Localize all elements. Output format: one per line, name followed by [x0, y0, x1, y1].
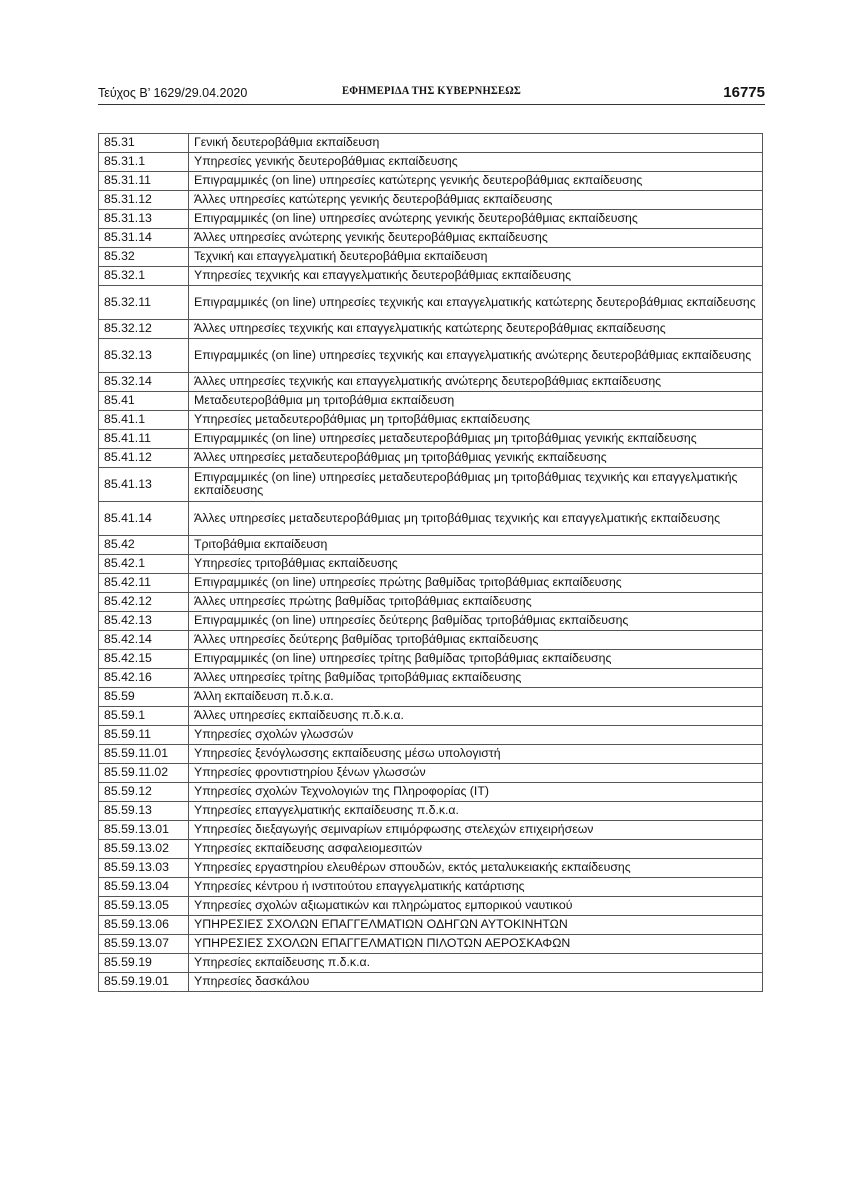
table-row	[99, 267, 763, 286]
description-cell: Επιγραμμικές (on line) υπηρεσίες μεταδευτεροβάθμιας μη τριτοβάθμιας γενικής εκπαίδευσης	[189, 430, 763, 449]
table-row	[99, 840, 763, 859]
code-cell: 85.41.1	[99, 411, 189, 430]
code-cell: 85.59.19	[99, 954, 189, 973]
code-cell: 85.31.13	[99, 210, 189, 229]
description-cell: Άλλες υπηρεσίες ανώτερης γενικής δευτεροβάθμιας εκπαίδευσης	[189, 229, 763, 248]
gazette-title: ΕΦΗΜΕΡΙΔΑ ΤΗΣ ΚΥΒΕΡΝΗΣΕΩΣ	[342, 85, 521, 97]
code-cell: 85.32.12	[99, 320, 189, 339]
table-row	[99, 502, 763, 536]
table-row	[99, 745, 763, 764]
table-row	[99, 916, 763, 935]
table-row	[99, 764, 763, 783]
activity-codes-table	[98, 133, 763, 992]
code-cell: 85.59.13	[99, 802, 189, 821]
description-cell: Επιγραμμικές (on line) υπηρεσίες δεύτερης βαθμίδας τριτοβάθμιας εκπαίδευσης	[189, 612, 763, 631]
description-cell: Υπηρεσίες ξενόγλωσσης εκπαίδευσης μέσω υπολογιστή	[189, 745, 763, 764]
description-cell: Επιγραμμικές (on line) υπηρεσίες τρίτης βαθμίδας τριτοβάθμιας εκπαίδευσης	[189, 650, 763, 669]
code-cell: 85.31.1	[99, 153, 189, 172]
description-cell: Άλλες υπηρεσίες κατώτερης γενικής δευτεροβάθμιας εκπαίδευσης	[189, 191, 763, 210]
table-row	[99, 593, 763, 612]
table-row	[99, 650, 763, 669]
table-row	[99, 430, 763, 449]
code-cell: 85.41.13	[99, 468, 189, 502]
description-cell: ΥΠΗΡΕΣΙΕΣ ΣΧΟΛΩΝ ΕΠΑΓΓΕΛΜΑΤΙΩΝ ΟΔΗΓΩΝ ΑΥΤΟΚΙΝΗΤΩΝ	[189, 916, 763, 935]
code-cell: 85.59.13.03	[99, 859, 189, 878]
code-cell: 85.59.13.04	[99, 878, 189, 897]
table-row	[99, 449, 763, 468]
table-row	[99, 878, 763, 897]
code-cell: 85.42.12	[99, 593, 189, 612]
code-cell: 85.59.13.01	[99, 821, 189, 840]
code-cell: 85.32.1	[99, 267, 189, 286]
code-cell: 85.41	[99, 392, 189, 411]
table-row	[99, 669, 763, 688]
description-cell: Υπηρεσίες σχολών γλωσσών	[189, 726, 763, 745]
table-row	[99, 392, 763, 411]
table-row	[99, 897, 763, 916]
description-cell: Άλλες υπηρεσίες τεχνικής και επαγγελματικής ανώτερης δευτεροβάθμιας εκπαίδευσης	[189, 373, 763, 392]
code-cell: 85.59.13.06	[99, 916, 189, 935]
code-cell: 85.31.11	[99, 172, 189, 191]
table-row	[99, 411, 763, 430]
description-cell: Τριτοβάθμια εκπαίδευση	[189, 536, 763, 555]
description-cell: Υπηρεσίες φροντιστηρίου ξένων γλωσσών	[189, 764, 763, 783]
table-row	[99, 468, 763, 502]
code-cell: 85.59.12	[99, 783, 189, 802]
description-cell: Άλλες υπηρεσίες πρώτης βαθμίδας τριτοβάθμιας εκπαίδευσης	[189, 593, 763, 612]
description-cell: Υπηρεσίες εργαστηρίου ελευθέρων σπουδών, εκτός μεταλυκειακής εκπαίδευσης	[189, 859, 763, 878]
description-cell: Επιγραμμικές (on line) υπηρεσίες κατώτερης γενικής δευτεροβάθμιας εκπαίδευσης	[189, 172, 763, 191]
description-cell: Άλλες υπηρεσίες μεταδευτεροβάθμιας μη τριτοβάθμιας τεχνικής και επαγγελματικής εκπαίδευσης	[189, 502, 763, 536]
description-cell: Άλλες υπηρεσίες τεχνικής και επαγγελματικής κατώτερης δευτεροβάθμιας εκπαίδευσης	[189, 320, 763, 339]
description-cell: Υπηρεσίες διεξαγωγής σεμιναρίων επιμόρφωσης στελεχών επιχειρήσεων	[189, 821, 763, 840]
description-cell: Υπηρεσίες τριτοβάθμιας εκπαίδευσης	[189, 555, 763, 574]
page-number: 16775	[723, 84, 765, 101]
description-cell: Υπηρεσίες επαγγελματικής εκπαίδευσης π.δ.κ.α.	[189, 802, 763, 821]
description-cell: ΥΠΗΡΕΣΙΕΣ ΣΧΟΛΩΝ ΕΠΑΓΓΕΛΜΑΤΙΩΝ ΠΙΛΟΤΩΝ ΑΕΡΟΣΚΑΦΩΝ	[189, 935, 763, 954]
code-cell: 85.32.14	[99, 373, 189, 392]
code-cell: 85.42.11	[99, 574, 189, 593]
table-row	[99, 954, 763, 973]
table-row	[99, 935, 763, 954]
description-cell: Υπηρεσίες σχολών αξιωματικών και πληρώματος εμπορικού ναυτικού	[189, 897, 763, 916]
code-cell: 85.42.1	[99, 555, 189, 574]
description-cell: Υπηρεσίες εκπαίδευσης π.δ.κ.α.	[189, 954, 763, 973]
table-row	[99, 536, 763, 555]
table-row	[99, 859, 763, 878]
table-row	[99, 574, 763, 593]
code-cell: 85.42.15	[99, 650, 189, 669]
table-row	[99, 373, 763, 392]
code-cell: 85.42.13	[99, 612, 189, 631]
code-cell: 85.59	[99, 688, 189, 707]
code-cell: 85.42.16	[99, 669, 189, 688]
description-cell: Άλλες υπηρεσίες δεύτερης βαθμίδας τριτοβάθμιας εκπαίδευσης	[189, 631, 763, 650]
table-row	[99, 248, 763, 267]
table-row	[99, 286, 763, 320]
table-row	[99, 134, 763, 153]
issue-reference: Τεύχος Β’ 1629/29.04.2020	[98, 86, 248, 100]
description-cell: Υπηρεσίες σχολών Τεχνολογιών της Πληροφορίας (IT)	[189, 783, 763, 802]
table-row	[99, 688, 763, 707]
description-cell: Άλλες υπηρεσίες εκπαίδευσης π.δ.κ.α.	[189, 707, 763, 726]
code-cell: 85.59.11	[99, 726, 189, 745]
table-body	[99, 134, 763, 992]
code-cell: 85.31.12	[99, 191, 189, 210]
code-cell: 85.41.11	[99, 430, 189, 449]
description-cell: Γενική δευτεροβάθμια εκπαίδευση	[189, 134, 763, 153]
table-row	[99, 191, 763, 210]
table-row	[99, 973, 763, 992]
code-cell: 85.31.14	[99, 229, 189, 248]
table-row	[99, 707, 763, 726]
table-row	[99, 229, 763, 248]
description-cell: Επιγραμμικές (on line) υπηρεσίες πρώτης βαθμίδας τριτοβάθμιας εκπαίδευσης	[189, 574, 763, 593]
table-row	[99, 821, 763, 840]
code-cell: 85.32	[99, 248, 189, 267]
description-cell: Τεχνική και επαγγελματική δευτεροβάθμια εκπαίδευση	[189, 248, 763, 267]
description-cell: Επιγραμμικές (on line) υπηρεσίες τεχνικής και επαγγελματικής κατώτερης δευτεροβάθμιας εκπαίδευσης	[189, 286, 763, 320]
code-cell: 85.32.11	[99, 286, 189, 320]
description-cell: Υπηρεσίες τεχνικής και επαγγελματικής δευτεροβάθμιας εκπαίδευσης	[189, 267, 763, 286]
table-row	[99, 783, 763, 802]
description-cell: Υπηρεσίες μεταδευτεροβάθμιας μη τριτοβάθμιας εκπαίδευσης	[189, 411, 763, 430]
page-header	[98, 84, 765, 104]
code-cell: 85.42	[99, 536, 189, 555]
header-rule	[98, 104, 765, 105]
table-row	[99, 172, 763, 191]
table-row	[99, 726, 763, 745]
description-cell: Υπηρεσίες εκπαίδευσης ασφαλειομεσιτών	[189, 840, 763, 859]
table-row	[99, 631, 763, 650]
code-cell: 85.59.11.02	[99, 764, 189, 783]
code-cell: 85.59.13.05	[99, 897, 189, 916]
table-row	[99, 320, 763, 339]
code-cell: 85.59.11.01	[99, 745, 189, 764]
description-cell: Μεταδευτεροβάθμια μη τριτοβάθμια εκπαίδευση	[189, 392, 763, 411]
description-cell: Υπηρεσίες κέντρου ή ινστιτούτου επαγγελματικής κατάρτισης	[189, 878, 763, 897]
table-row	[99, 555, 763, 574]
description-cell: Άλλες υπηρεσίες τρίτης βαθμίδας τριτοβάθμιας εκπαίδευσης	[189, 669, 763, 688]
code-cell: 85.32.13	[99, 339, 189, 373]
description-cell: Άλλες υπηρεσίες μεταδευτεροβάθμιας μη τριτοβάθμιας γενικής εκπαίδευσης	[189, 449, 763, 468]
code-cell: 85.59.13.02	[99, 840, 189, 859]
description-cell: Άλλη εκπαίδευση π.δ.κ.α.	[189, 688, 763, 707]
description-cell: Υπηρεσίες δασκάλου	[189, 973, 763, 992]
code-cell: 85.59.13.07	[99, 935, 189, 954]
code-cell: 85.41.12	[99, 449, 189, 468]
description-cell: Επιγραμμικές (on line) υπηρεσίες τεχνικής και επαγγελματικής ανώτερης δευτεροβάθμιας εκπαίδευσης	[189, 339, 763, 373]
code-cell: 85.31	[99, 134, 189, 153]
code-cell: 85.41.14	[99, 502, 189, 536]
table-row	[99, 802, 763, 821]
description-cell: Υπηρεσίες γενικής δευτεροβάθμιας εκπαίδευσης	[189, 153, 763, 172]
table-row	[99, 339, 763, 373]
description-cell: Επιγραμμικές (on line) υπηρεσίες ανώτερης γενικής δευτεροβάθμιας εκπαίδευσης	[189, 210, 763, 229]
table-row	[99, 210, 763, 229]
code-cell: 85.59.19.01	[99, 973, 189, 992]
description-cell: Επιγραμμικές (on line) υπηρεσίες μεταδευτεροβάθμιας μη τριτοβάθμιας τεχνικής και επαγγελματικής εκπαίδευσης	[189, 468, 763, 502]
code-cell: 85.59.1	[99, 707, 189, 726]
table-row	[99, 612, 763, 631]
table-row	[99, 153, 763, 172]
code-cell: 85.42.14	[99, 631, 189, 650]
